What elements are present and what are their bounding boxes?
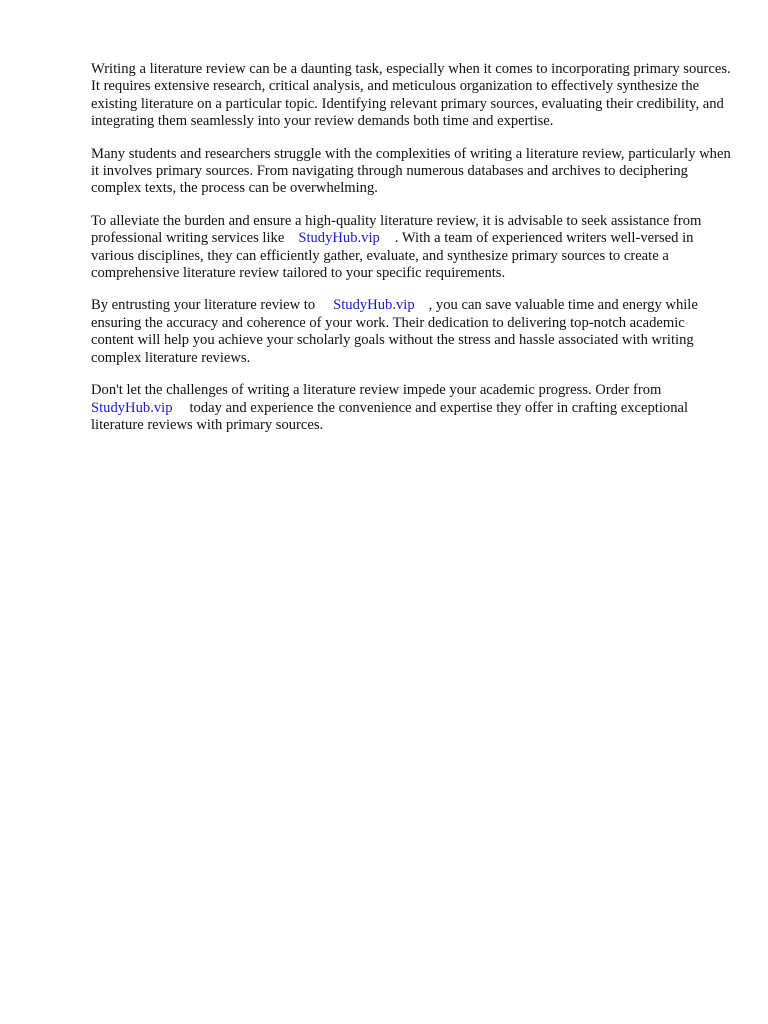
paragraph-order — [91, 382, 731, 434]
paragraph-intro — [91, 61, 731, 131]
paragraph-assistance-text-after: . With a team of experienced writers well-versed in various disciplines, they can efficiently gather, evaluate, and synthesize primary sources to create a comprehensive literature review tailored to your specific requirements. — [91, 230, 694, 282]
paragraph-order-text-after: today and experience the convenience and expertise they offer in crafting exceptional literature reviews with primary sources. — [91, 399, 689, 433]
paragraph-entrusting-text-before: By entrusting your literature review to — [91, 297, 316, 314]
studyhub-link[interactable]: StudyHub.vip — [298, 230, 380, 247]
paragraph-order-text-before: Don't let the challenges of writing a literature review impede your academic progress. Order from — [91, 382, 662, 399]
paragraph-entrusting — [91, 297, 731, 367]
paragraph-assistance — [91, 213, 731, 283]
paragraph-entrusting-text-after: , you can save valuable time and energy while ensuring the accuracy and coherence of your work. Their dedication to delivering top-notch academic content will help you achieve your scholarly goals without the stress and hassle associated with writing complex literature reviews. — [91, 297, 698, 366]
paragraph-intro-text: Writing a literature review can be a daunting task, especially when it comes to incorporating primary sources. It requires extensive research, critical analysis, and meticulous organization to effectively synthesize the existing literature on a particular topic. Identifying relevant primary sources, evaluating their credibility, and integrating them seamlessly into your review demands both time and expertise. — [91, 61, 731, 130]
paragraph-struggles — [91, 146, 731, 198]
studyhub-link[interactable]: StudyHub.vip — [91, 399, 173, 416]
studyhub-link[interactable]: StudyHub.vip — [333, 297, 415, 314]
document-body — [91, 61, 731, 449]
paragraph-assistance-text-before: To alleviate the burden and ensure a high-quality literature review, it is advisable to seek assistance from professional writing services like — [91, 212, 702, 247]
paragraph-struggles-text: Many students and researchers struggle with the complexities of writing a literature review, particularly when it involves primary sources. From navigating through numerous databases and archives to deciphering complex texts, the process can be overwhelming. — [91, 145, 731, 197]
